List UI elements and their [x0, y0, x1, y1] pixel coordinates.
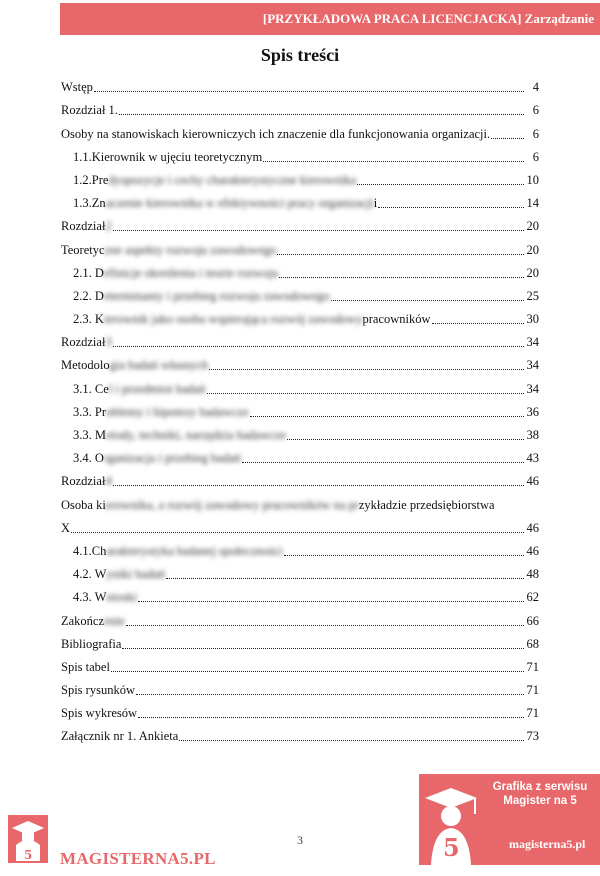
- toc-leader-dots: [491, 138, 524, 139]
- promo-line-2: Magister na 5: [503, 795, 577, 807]
- toc-entry[interactable]: [61, 698, 539, 721]
- toc-entry-title-tail: pracowników: [362, 312, 431, 327]
- toc-entry-page: 4: [532, 80, 539, 95]
- toc-entry-page: 62: [526, 590, 539, 605]
- toc-leader-dots: [279, 277, 524, 278]
- toc-entry-page: 10: [526, 172, 539, 187]
- promo-badge: [419, 774, 600, 865]
- toc-entry[interactable]: [61, 513, 539, 536]
- toc-entry-title: Rozdział: [61, 219, 106, 234]
- promo-caption: [481, 780, 599, 808]
- toc-entry-page: 6: [532, 103, 539, 118]
- toc-entry-blurred-text: nioski: [106, 590, 138, 605]
- toc-entry-title-tail: i: [373, 196, 378, 211]
- toc-entry[interactable]: [61, 95, 539, 118]
- toc-entry[interactable]: [61, 142, 539, 165]
- toc-entry[interactable]: [61, 165, 539, 188]
- toc-entry-page: 38: [526, 428, 539, 442]
- toc-entry-title: Rozdział: [61, 474, 106, 489]
- toc-entry-page: 46: [526, 474, 539, 489]
- toc-entry-blurred-text: gia badań własnych: [109, 358, 209, 373]
- toc-entry-blurred-text: efinicje określenia i teorie rozwoju: [103, 265, 279, 280]
- toc-leader-dots: [287, 439, 524, 440]
- toc-entry-blurred-text: l i przedmiot badań: [108, 381, 206, 396]
- toc-entry-title: Bibliografia: [61, 636, 122, 651]
- promo-line-1: Grafika z serwisu: [492, 781, 588, 793]
- toc-entry[interactable]: [61, 559, 539, 582]
- toc-entry[interactable]: [61, 234, 539, 257]
- toc-entry[interactable]: [61, 443, 539, 466]
- toc-entry-title: 2.3. K: [73, 312, 104, 327]
- toc-entry-blurred-text: enie: [104, 613, 125, 628]
- page-title: Spis treści: [260, 45, 340, 65]
- toc-entry[interactable]: [61, 721, 539, 744]
- toc-entry-blurred-text: etody, techniki, narzędzia badawcze: [106, 428, 286, 442]
- toc-leader-dots: [138, 601, 524, 602]
- toc-entry-title: 1.2.Pre: [73, 172, 109, 187]
- toc-entry-page: 46: [526, 520, 539, 535]
- toc-entry-page: 25: [526, 288, 539, 303]
- toc-entry[interactable]: [61, 489, 539, 512]
- toc-leader-dots: [94, 91, 524, 92]
- page-number: 3: [297, 833, 303, 847]
- toc-entry[interactable]: [61, 652, 539, 675]
- toc-entry-title: 3.4. O: [73, 451, 104, 466]
- toc-entry-page: 68: [526, 636, 539, 651]
- toc-leader-dots: [207, 393, 524, 394]
- toc-entry-page: 20: [526, 242, 539, 257]
- header-bar: [60, 3, 600, 35]
- toc-entry-blurred-text: dyspozycje i cechy charakterystyczne kierownika: [108, 172, 357, 187]
- toc-entry-title-tail: zykładzie przedsiębiorstwa: [358, 497, 495, 512]
- toc-entry[interactable]: [61, 304, 539, 327]
- toc-leader-dots: [179, 740, 524, 741]
- toc-entry-blurred-text: 3: [105, 335, 112, 350]
- toc-entry-title: Spis wykresów: [61, 706, 138, 721]
- toc-leader-dots: [242, 462, 524, 463]
- toc-entry-page: 66: [526, 613, 539, 628]
- toc-entry[interactable]: [61, 536, 539, 559]
- toc-entry-page: 30: [526, 312, 539, 327]
- toc-entry[interactable]: [61, 72, 539, 95]
- toc-entry-title: 4.3. W: [73, 590, 107, 605]
- toc-entry-title: Załącznik nr 1. Ankieta: [61, 729, 179, 744]
- toc-entry[interactable]: [61, 118, 539, 141]
- toc-entry-blurred-text: eterminanty i przebieg rozwoju zawodowego: [103, 288, 330, 303]
- toc-entry[interactable]: [61, 350, 539, 373]
- toc-entry-page: 71: [526, 683, 539, 698]
- toc-entry[interactable]: [61, 675, 539, 698]
- toc-entry-blurred-text: zne aspekty rozwoju zawodowego: [104, 242, 277, 257]
- toc-leader-dots: [136, 694, 524, 695]
- toc-leader-dots: [250, 416, 524, 417]
- toc-leader-dots: [126, 625, 524, 626]
- toc-entry[interactable]: [61, 211, 539, 234]
- toc-entry-title: Teoretyc: [61, 242, 105, 257]
- toc-entry-page: 20: [526, 219, 539, 234]
- toc-entry[interactable]: [61, 582, 539, 605]
- toc-entry[interactable]: [61, 629, 539, 652]
- toc-leader-dots: [331, 300, 524, 301]
- toc-entry[interactable]: [61, 327, 539, 350]
- toc-entry-page: 6: [532, 126, 539, 141]
- toc-entry-title: Spis rysunków: [61, 683, 135, 698]
- toc-entry-title: Wstęp: [61, 80, 93, 95]
- toc-leader-dots: [209, 369, 524, 370]
- toc-entry-title: 3.1. Ce: [73, 381, 109, 396]
- toc-leader-dots: [166, 578, 524, 579]
- toc-entry-page: 34: [526, 381, 539, 396]
- toc-entry-title: Osoba ki: [61, 497, 106, 512]
- toc-leader-dots: [284, 555, 524, 556]
- toc-entry-title: 2.2. D: [73, 288, 104, 303]
- toc-entry[interactable]: [61, 281, 539, 304]
- footer-brand: MAGISTERNA5.PL: [60, 849, 216, 868]
- toc-entry-title: Rozdział: [61, 335, 106, 350]
- toc-leader-dots: [111, 671, 524, 672]
- toc-leader-dots: [119, 114, 524, 115]
- toc-leader-dots: [263, 161, 524, 162]
- promo-url-link[interactable]: magisterna5.pl: [509, 837, 586, 851]
- toc-entry-blurred-text: arakterystyka badanej społeczności: [106, 543, 283, 558]
- toc-entry-page: 34: [526, 335, 539, 350]
- toc-entry-title: X: [61, 520, 71, 535]
- toc-entry-page: 73: [526, 729, 539, 744]
- toc-entry-title: Spis tabel: [61, 659, 110, 674]
- toc-entry-title: 4.1.Ch: [73, 543, 107, 558]
- toc-entry-title: Zakończ: [61, 613, 105, 628]
- graduate-logo-icon: [8, 815, 48, 863]
- toc-entry-page: 6: [532, 149, 539, 164]
- toc-entry-title: 4.2. W: [73, 567, 107, 582]
- toc-leader-dots: [138, 717, 524, 718]
- toc-entry[interactable]: [61, 397, 539, 420]
- toc-leader-dots: [113, 346, 524, 347]
- toc-entry-title: Metodolo: [61, 358, 110, 373]
- toc-entry-page: 36: [526, 404, 539, 419]
- toc-entry-blurred-text: yniki badań: [106, 567, 166, 582]
- toc-entry-page: 14: [526, 196, 539, 211]
- toc-leader-dots: [432, 323, 524, 324]
- toc-entry-page: 20: [526, 265, 539, 280]
- toc-entry[interactable]: [61, 258, 539, 281]
- toc-leader-dots: [71, 532, 524, 533]
- toc-entry-blurred-text: rganizacja i przebieg badań: [103, 451, 241, 466]
- toc-entry-page: 34: [526, 358, 539, 373]
- toc-entry-blurred-text: ierownik jako osoba wspierająca rozwój zawodowy: [103, 312, 363, 327]
- toc-entry-page: 71: [526, 706, 539, 721]
- toc-entry-blurred-text: aczenie kierownika w efektywności pracy organizacji: [105, 196, 374, 211]
- toc-entry[interactable]: [61, 188, 539, 211]
- toc-leader-dots: [277, 254, 524, 255]
- toc-entry-title: Rozdział 1.: [61, 103, 118, 118]
- toc-entry-page: 46: [526, 543, 539, 558]
- toc-leader-dots: [378, 207, 524, 208]
- toc-leader-dots: [113, 230, 524, 231]
- toc-entry-blurred-text: 4: [105, 474, 112, 489]
- toc-entry-title: 3.3. Pr: [73, 404, 106, 419]
- toc-entry-title: 1.1.Kierownik w ujęciu teoretycznym: [73, 149, 263, 164]
- toc-entry-title: 1.3.Zn: [73, 196, 106, 211]
- toc-entry-blurred-text: erownika, a rozwój zawodowy pracowników na pr: [105, 497, 359, 512]
- toc-entry[interactable]: [61, 605, 539, 628]
- promo-grade-mark: 5: [443, 833, 460, 862]
- header-title: [PRZYKŁADOWA PRACA LICENCJACKA] Zarządzanie: [262, 11, 594, 26]
- logo-grade-mark: 5: [24, 848, 33, 862]
- toc-entry-blurred-text: 2: [105, 219, 112, 234]
- toc-entry[interactable]: [61, 420, 539, 443]
- toc-entry-title: 3.3. M: [73, 428, 106, 442]
- toc-entry-page: 43: [526, 451, 539, 466]
- table-of-contents: [61, 72, 539, 744]
- toc-entry-blurred-text: oblemy i hipotezy badawcze: [106, 404, 249, 419]
- toc-entry[interactable]: [61, 373, 539, 396]
- toc-leader-dots: [113, 485, 524, 486]
- toc-leader-dots: [357, 184, 524, 185]
- toc-entry-title: 2.1. D: [73, 265, 104, 280]
- toc-entry[interactable]: [61, 466, 539, 489]
- toc-entry-page: 71: [526, 659, 539, 674]
- toc-entry-page: 48: [526, 567, 539, 582]
- toc-leader-dots: [122, 648, 524, 649]
- toc-entry-title: Osoby na stanowiskach kierowniczych ich znaczenie dla funkcjonowania organizacji.: [61, 126, 491, 141]
